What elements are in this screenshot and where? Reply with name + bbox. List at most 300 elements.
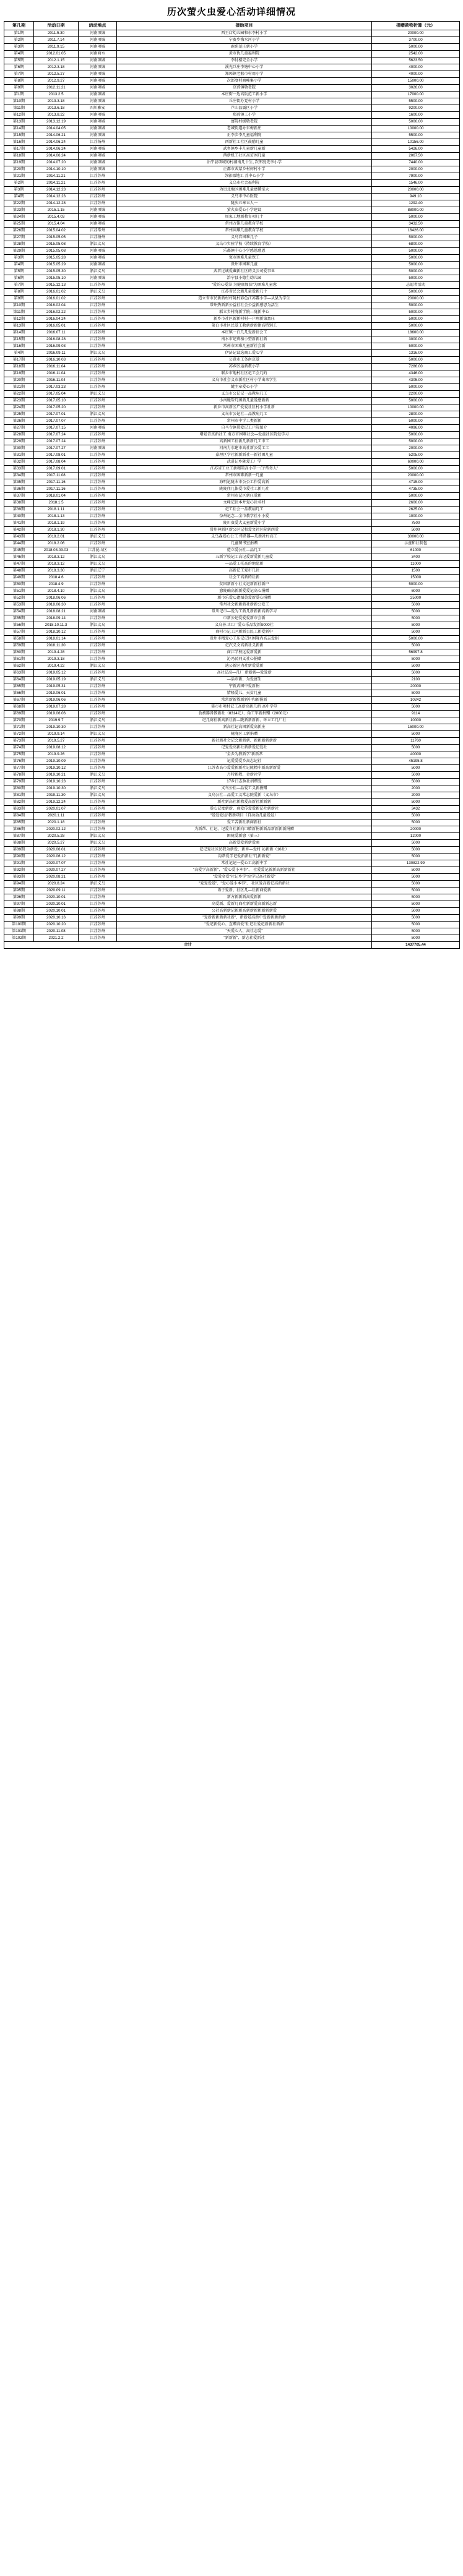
table-header-row — [4, 22, 460, 30]
row-item: 为贵北地区困难几童感懂室大 — [117, 187, 372, 194]
row-item: 沁冯民同义社心捐赠 — [117, 656, 372, 663]
row-item: 陇川贵爱大义童新爱小学 — [117, 520, 372, 527]
row-amount: 7286.00 — [372, 364, 460, 370]
row-index: 第8期 — [4, 289, 34, 296]
table-row — [4, 547, 460, 554]
row-index: 第26期 — [4, 418, 34, 425]
table-row — [4, 200, 460, 207]
table-row — [4, 779, 460, 785]
table-row — [4, 452, 460, 459]
row-amount: 949.10 — [372, 194, 460, 200]
row-index: 第102期 — [4, 935, 34, 942]
row-index: 第4期 — [4, 350, 34, 357]
row-date: 2018.11.30 — [34, 643, 79, 649]
row-place: 江苏苏州 — [79, 473, 117, 479]
row-place: 江苏苏州 — [79, 683, 117, 690]
row-index: 第46期 — [4, 554, 34, 561]
row-amount: 5000 — [372, 915, 460, 922]
row-amount: 2200.00 — [372, 391, 460, 398]
row-place: 浙江义乌 — [79, 663, 117, 670]
row-place: 江苏苏州 — [79, 404, 117, 411]
row-amount: 2600.00 — [372, 500, 460, 507]
row-amount: 5623.50 — [372, 58, 460, 64]
row-date: 2015.05.28 — [34, 255, 79, 262]
row-index: 第10期 — [4, 302, 34, 309]
row-date: 2014.12.28 — [34, 200, 79, 207]
row-index: 第30期 — [4, 445, 34, 452]
row-amount: 6000 — [372, 588, 460, 595]
table-row — [4, 513, 460, 520]
row-item: 商村市记工区新新公民工新爱新中 — [117, 629, 372, 636]
row-date: 2018.08.21 — [34, 609, 79, 615]
table-row — [4, 37, 460, 44]
row-place: 江苏苏州 — [79, 173, 117, 180]
row-place: 江苏苏州 — [79, 922, 117, 928]
row-date: 2016.01.02 — [34, 289, 79, 296]
row-item: 新社新社会记会新新新、新新新新新新 — [117, 738, 372, 745]
table-row — [4, 792, 460, 799]
row-date: 2015.1.15 — [34, 207, 79, 214]
row-amount: 5000 — [372, 772, 460, 779]
row-amount: 5000 — [372, 894, 460, 901]
row-place: 江苏昆山区 — [79, 547, 117, 554]
row-date: 2020.06.12 — [34, 854, 79, 860]
row-index: 第98期 — [4, 908, 34, 915]
row-index: 第2期 — [4, 37, 34, 44]
row-index: 第47期 — [4, 561, 34, 568]
row-item: 小南地帮几困新几童爱感新新 — [117, 398, 372, 404]
row-index: 第65期 — [4, 683, 34, 690]
table-row — [4, 799, 460, 806]
row-item: 萤火虫爱心小学建设 — [117, 207, 372, 214]
row-amount: 18600.00 — [372, 330, 460, 336]
row-place: 江苏苏州 — [79, 860, 117, 867]
table-row — [4, 690, 460, 697]
row-item: 陇庆五章五人一 — [117, 200, 372, 207]
row-index: 第16期 — [4, 343, 34, 350]
row-date: 2019.06.06 — [34, 697, 79, 704]
row-item: 新乡市社区新新村村—户理新第富庄 — [117, 316, 372, 323]
row-date: 2016.09.11 — [34, 350, 79, 357]
row-amount: 11760 — [372, 738, 460, 745]
row-place: 江苏苏州 — [79, 364, 117, 370]
row-item: 义乌宫困难几子 — [117, 234, 372, 241]
row-amount: 3400 — [372, 554, 460, 561]
row-date: 2020.01.07 — [34, 806, 79, 813]
row-place: 江苏苏州 — [79, 466, 117, 473]
row-amount: 7500 — [372, 520, 460, 527]
row-date: 2019.5.27 — [34, 738, 79, 745]
row-index: 第73期 — [4, 738, 34, 745]
row-amount: 5000 — [372, 602, 460, 609]
row-index: 第83期 — [4, 806, 34, 813]
row-index: 第1期 — [4, 30, 34, 37]
row-amount: 2067.50 — [372, 153, 460, 160]
row-index: 第48期 — [4, 568, 34, 575]
row-place: 江苏苏州 — [79, 493, 117, 500]
row-amount: 5000.00 — [372, 323, 460, 330]
table-row — [4, 717, 460, 724]
row-place: 江苏苏州 — [79, 751, 117, 758]
row-amount: 5000.00 — [372, 119, 460, 126]
row-amount: 4000.00 — [372, 71, 460, 78]
row-amount: 5000 — [372, 745, 460, 751]
column-header-date: 活动日期 — [34, 22, 79, 30]
row-place: 浙江义乌 — [79, 561, 117, 568]
row-item: 江苏省高市爱爱新新社记陇精中新高新新爱 — [117, 765, 372, 772]
row-place: 江苏苏州 — [79, 779, 117, 785]
table-row — [4, 357, 460, 364]
row-place: 浙江义乌 — [79, 731, 117, 738]
row-place: 河南项城 — [79, 30, 117, 37]
table-row — [4, 275, 460, 282]
column-header-index: 第几期 — [4, 22, 34, 30]
row-amount: 5000.00 — [372, 439, 460, 445]
row-item: —活市新、为爱富生 — [117, 677, 372, 683]
total-amount: 1437705.44 — [372, 942, 460, 949]
row-date: 2019.3.18 — [34, 656, 79, 663]
table-row — [4, 894, 460, 901]
row-item: 义乌森爱心公工 常常器—几新社村高工 — [117, 534, 372, 541]
row-date: 2011.7.14 — [34, 37, 79, 44]
row-amount: 5000.00 — [372, 636, 460, 643]
table-row — [4, 384, 460, 391]
row-item: 商江学校远爱新爱新 — [117, 649, 372, 656]
row-index: 第14期 — [4, 126, 34, 132]
table-row — [4, 262, 460, 268]
row-item: 京郭镇敬老院 — [117, 85, 372, 92]
row-item: "金乡为教新学"新新常 — [117, 751, 372, 758]
row-date: 2018.1.19 — [34, 520, 79, 527]
row-amount: 6800.00 — [372, 241, 460, 248]
row-item: 义乌市实验学校（持续教育学校） — [117, 241, 372, 248]
table-row — [4, 364, 460, 370]
row-amount: 10000 — [372, 717, 460, 724]
row-item: 义乌公社—品爱工义常志院爱新（义乌市） — [117, 792, 372, 799]
row-item: 常州共耀几童教育学校 — [117, 228, 372, 234]
row-date: 2012.9.27 — [34, 78, 79, 85]
row-item: "新新新"、新志社爱新社 — [117, 935, 372, 942]
row-amount: 5000.00 — [372, 581, 460, 588]
row-item: 义乌市社会义市新社区村小学出来学生 — [117, 377, 372, 384]
row-amount: 20000 — [372, 683, 460, 690]
row-place: 江苏苏州 — [79, 697, 117, 704]
table-row — [4, 860, 460, 867]
row-amount: 2000 — [372, 785, 460, 792]
row-date: 2019.06.01 — [34, 690, 79, 697]
row-amount: 4000.00 — [372, 64, 460, 71]
row-item: 宽市困难几童保工 — [117, 255, 372, 262]
row-place: 河南项城 — [79, 425, 117, 432]
row-place: 浙江义乌 — [79, 289, 117, 296]
row-index: 第45期 — [4, 547, 34, 554]
table-row — [4, 404, 460, 411]
table-row — [4, 228, 460, 234]
row-date: 2018.03.03.03 — [34, 547, 79, 554]
table-row — [4, 908, 460, 915]
table-row — [4, 935, 460, 942]
row-index: 第70期 — [4, 717, 34, 724]
row-item: 李付楼完全小学 — [117, 58, 372, 64]
table-row — [4, 302, 460, 309]
table-row — [4, 336, 460, 343]
row-item: 高新爱爱新新爱商 — [117, 840, 372, 847]
row-item: 江苏省工业工新精策高小学一白"常务人" — [117, 466, 372, 473]
row-place: 江苏苏州 — [79, 908, 117, 915]
row-date: 2013.8.22 — [34, 112, 79, 119]
row-amount: 1600.00 — [372, 112, 460, 119]
row-place: 河南项城 — [79, 207, 117, 214]
table-row — [4, 806, 460, 813]
row-date: 2015.05.08 — [34, 248, 79, 255]
table-row — [4, 867, 460, 874]
row-item: 第白市社区民爱工教新新新建高特别工 — [117, 323, 372, 330]
row-date: 2012.01.05 — [34, 51, 79, 58]
row-place: 江苏苏州 — [79, 282, 117, 289]
row-item: 郑郭镇老猴市村周小学 — [117, 71, 372, 78]
table-row — [4, 847, 460, 854]
row-item: 义乌市公记社—品教病几工 — [117, 411, 372, 418]
row-place: 江苏苏州 — [79, 724, 117, 731]
row-date: 2014.07.20 — [34, 160, 79, 166]
row-date: 2017.08.01 — [34, 452, 79, 459]
row-place: 江苏苏州 — [79, 854, 117, 860]
row-item: 贫困新新小社文记新新社新户 — [117, 581, 372, 588]
table-row — [4, 166, 460, 173]
row-date: 2014.12.23 — [34, 194, 79, 200]
row-item: 新高社记高困新爱高新庄 — [117, 724, 372, 731]
row-place: 浙江义乌 — [79, 772, 117, 779]
row-item: 芦山县震区小学 — [117, 105, 372, 112]
row-item: 爱心记度新新、商爱传爱爱新记社新新社 — [117, 806, 372, 813]
row-date: 2019.4.22 — [34, 663, 79, 670]
row-date: 2018.1.30 — [34, 527, 79, 534]
row-date: 2018.06.30 — [34, 602, 79, 609]
row-amount: 5000.00 — [372, 214, 460, 221]
row-index: 第60期 — [4, 649, 34, 656]
row-item: 义乌孙卫工厂爱心乐品发新S000社 — [117, 622, 372, 629]
table-row — [4, 398, 460, 404]
row-place: 江苏苏州 — [79, 738, 117, 745]
row-date: 2013.12.19 — [34, 119, 79, 126]
row-index: 第2期 — [4, 180, 34, 187]
row-amount: 4715.00 — [372, 479, 460, 486]
row-item: 陇陇区工新捐赠 — [117, 731, 372, 738]
row-item: 南水市记费植小型新新社新 — [117, 336, 372, 343]
table-row — [4, 112, 460, 119]
row-item: 黄市仇几童福利院 — [117, 51, 372, 58]
row-index: 第56期 — [4, 622, 34, 629]
table-row — [4, 377, 460, 384]
row-date: 2020.10.20 — [34, 922, 79, 928]
table-row — [4, 411, 460, 418]
row-date: 2018.4.9 — [34, 581, 79, 588]
row-amount: 15000.00 — [372, 78, 460, 85]
row-place: 江苏苏州 — [79, 452, 117, 459]
row-index: 第93期 — [4, 874, 34, 881]
row-item: 麓主章爱心小学 — [117, 384, 372, 391]
row-item: 高社记高—几厂 新新新—爱爱新 — [117, 670, 372, 677]
row-date: 2016.07.11 — [34, 330, 79, 336]
row-date: 2014.06.24 — [34, 153, 79, 160]
row-index: 第17期 — [4, 357, 34, 364]
row-date: 2020.1.11 — [34, 813, 79, 819]
row-place: 河南项城 — [79, 71, 117, 78]
table-row — [4, 581, 460, 588]
row-amount: 3432.50 — [372, 221, 460, 228]
row-index: 第29期 — [4, 248, 34, 255]
row-date: 2013.2.5 — [34, 92, 79, 98]
row-date: 2018.1.11 — [34, 507, 79, 513]
row-place: 浙江义乌 — [79, 588, 117, 595]
row-item: 文峰记社本并爱心社名村 — [117, 500, 372, 507]
row-place: 浙江义乌 — [79, 622, 117, 629]
row-place: 江苏苏州 — [79, 615, 117, 622]
row-item: "爱爱爱运"教新项目（自动动几童爱爱） — [117, 813, 372, 819]
row-place: 江苏苏州 — [79, 296, 117, 302]
row-place: 河南项城 — [79, 146, 117, 153]
row-item: 新方新新新高爱新新 — [117, 894, 372, 901]
row-item: 西新机工社区高贫困几童 — [117, 153, 372, 160]
row-index: 第64期 — [4, 677, 34, 683]
row-amount: 5000.00 — [372, 234, 460, 241]
row-date: 2012.5.27 — [34, 71, 79, 78]
row-place: 江苏苏州 — [79, 384, 117, 391]
row-place: 河南项城 — [79, 445, 117, 452]
row-item: 本庄镇一白几几爱新社会工 — [117, 330, 372, 336]
row-amount: 2000.00 — [372, 445, 460, 452]
row-item: 情隆爱儿、天贫几童 — [117, 690, 372, 697]
row-place: 江苏苏州 — [79, 690, 117, 697]
row-place: 河南项城 — [79, 262, 117, 268]
row-place: 浙江义乌 — [79, 554, 117, 561]
row-place: 浙江义乌 — [79, 881, 117, 888]
row-index: 第27期 — [4, 425, 34, 432]
row-amount: 30000.00 — [372, 534, 460, 541]
row-amount: 20000.00 — [372, 30, 460, 37]
row-index: 第80期 — [4, 785, 34, 792]
row-item: 市新公记爱爱爱新市会新 — [117, 615, 372, 622]
row-amount: 4096.00 — [372, 425, 460, 432]
row-index: 第54期 — [4, 609, 34, 615]
table-row — [4, 289, 460, 296]
row-item: 伊济记设选商工爱心学 — [117, 350, 372, 357]
row-index: 第18期 — [4, 153, 34, 160]
row-item: 武者过诚爱藏新社区的义公司爱事业 — [117, 268, 372, 275]
row-date: 2016.11.04 — [34, 364, 79, 370]
row-date: 2018.1.13 — [34, 513, 79, 520]
row-amount: 示童和社制包 — [372, 541, 460, 547]
row-item: 武进记乡陇爱工厂学 — [117, 459, 372, 466]
row-place: 江苏苏州 — [79, 758, 117, 765]
row-item: 新市乐爱心遗图黄爱新爱心捐赠 — [117, 595, 372, 602]
row-index: 第77期 — [4, 765, 34, 772]
row-index: 第17期 — [4, 146, 34, 153]
row-amount: 5000.00 — [372, 384, 460, 391]
row-place: 河南项城 — [79, 64, 117, 71]
row-amount: 130822.99 — [372, 860, 460, 867]
row-item: 联乡市地村社区记工会几的 — [117, 370, 372, 377]
table-row — [4, 819, 460, 826]
row-date: 2015.05.10 — [34, 275, 79, 282]
row-item: 五新学校记工高记爱新爱新几童爱 — [117, 554, 372, 561]
row-index: 第92期 — [4, 867, 34, 874]
row-amount: 5000 — [372, 690, 460, 697]
row-index: 第86期 — [4, 826, 34, 833]
row-amount: 5000 — [372, 908, 460, 915]
row-place: 江苏苏州 — [79, 915, 117, 922]
row-index: 第19期 — [4, 370, 34, 377]
row-item: 第市市项村记工高新高新几新 高中学堂 — [117, 704, 372, 711]
row-place: 江苏苏州 — [79, 643, 117, 649]
row-date: 2020.02.12 — [34, 826, 79, 833]
row-date: 2019.9.26 — [34, 751, 79, 758]
row-date: 2020.06.01 — [34, 847, 79, 854]
row-place: 浙江义乌 — [79, 717, 117, 724]
row-index: 第22期 — [4, 391, 34, 398]
row-index: 第89期 — [4, 847, 34, 854]
row-index: 第49期 — [4, 575, 34, 581]
row-place: 河南商水 — [79, 51, 117, 58]
row-item: 自马寺镇贯爱记工户院图介 — [117, 425, 372, 432]
row-date: 2019.05.19 — [34, 677, 79, 683]
row-place: 江苏苏州 — [79, 180, 117, 187]
row-place: 河南项城 — [79, 126, 117, 132]
row-index: 第21期 — [4, 173, 34, 180]
row-place: 河南项城 — [79, 112, 117, 119]
row-place: 江苏苏州 — [79, 507, 117, 513]
row-index: 第57期 — [4, 629, 34, 636]
row-date: 2011.5.30 — [34, 30, 79, 37]
row-amount: 4305.00 — [372, 377, 460, 384]
row-index: 第11期 — [4, 105, 34, 112]
row-place: 江苏苏州 — [79, 799, 117, 806]
row-place: 河南项城 — [79, 78, 117, 85]
row-date: 2017.08.04 — [34, 459, 79, 466]
row-place: 江苏苏州 — [79, 357, 117, 364]
row-amount: 17000.00 — [372, 92, 460, 98]
row-index: 第23期 — [4, 398, 34, 404]
row-amount: 5000.00 — [372, 343, 460, 350]
row-index: 第26期 — [4, 228, 34, 234]
table-row — [4, 826, 460, 833]
row-item: 本庄街一边高阮范工新小学 — [117, 92, 372, 98]
row-item: 爱工苦新社新商新社 — [117, 819, 372, 826]
row-index: 第41期 — [4, 520, 34, 527]
row-amount: 5000 — [372, 813, 460, 819]
row-index: 第79期 — [4, 779, 34, 785]
row-amount: 4735.00 — [372, 486, 460, 493]
row-item: 义乌市中心医院 — [117, 194, 372, 200]
row-place: 浙江义乌 — [79, 534, 117, 541]
table-row — [4, 724, 460, 731]
row-amount: 5000.00 — [372, 275, 460, 282]
row-amount: 5000 — [372, 731, 460, 738]
table-row — [4, 296, 460, 302]
row-date: 2020.08.21 — [34, 874, 79, 881]
row-amount: 3700.00 — [372, 37, 460, 44]
row-amount: 1292.40 — [372, 200, 460, 207]
table-row — [4, 173, 460, 180]
row-amount: 15000 — [372, 575, 460, 581]
table-row — [4, 656, 460, 663]
table-row — [4, 459, 460, 466]
row-item: 常州神新区新公区记和爱文社区院新西爱 — [117, 527, 372, 534]
row-date: 2017.05.10 — [34, 398, 79, 404]
column-header-item: 援助项目 — [117, 22, 372, 30]
row-place: 江苏常州 — [79, 228, 117, 234]
row-amount: 5000.00 — [372, 432, 460, 439]
